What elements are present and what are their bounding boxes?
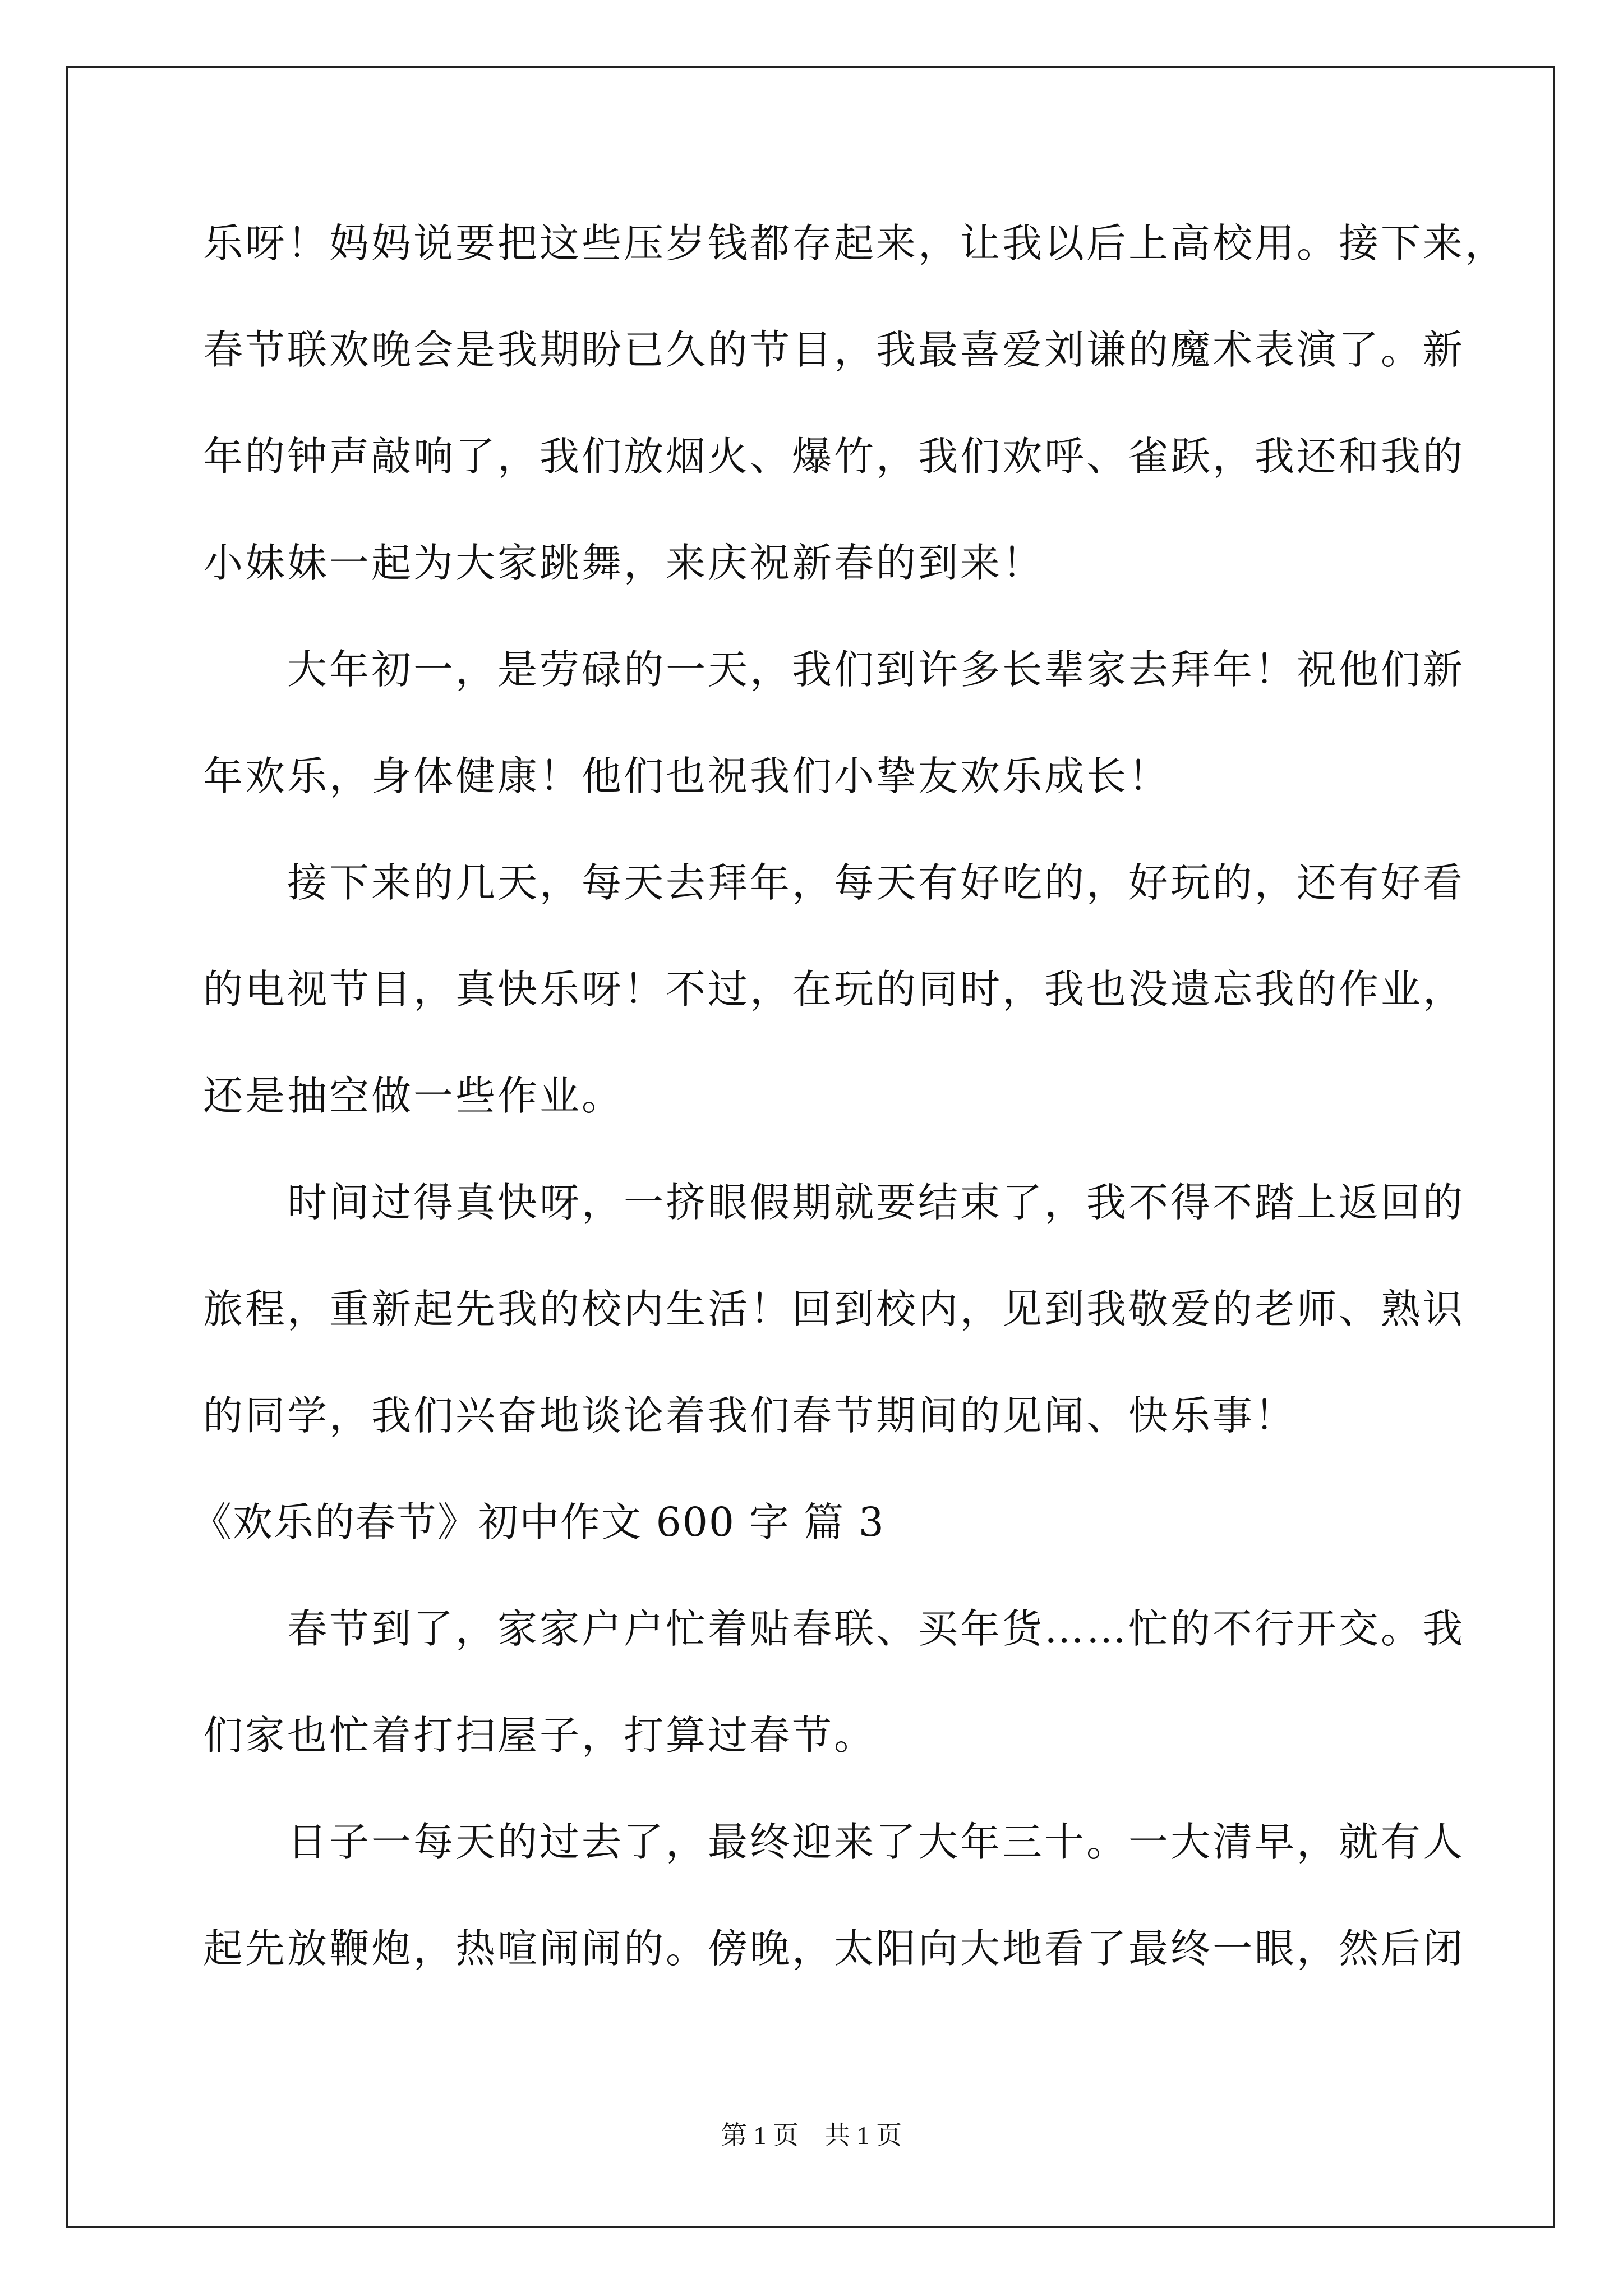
text-line: 时间过得真快呀，一挤眼假期就要结束了，我不得不踏上返回的 <box>203 1179 1465 1226</box>
text-line: 日子一每天的过去了，最终迎来了大年三十。一大清早，就有人 <box>203 1819 1465 1865</box>
text-line: 旅程，重新起先我的校内生活！回到校内，见到我敬爱的老师、熟识 <box>203 1286 1465 1332</box>
text-line: 起先放鞭炮，热喧闹闹的。傍晚，太阳向大地看了最终一眼，然后闭 <box>203 1925 1465 1972</box>
page-border <box>66 66 1555 2228</box>
text-line: 年的钟声敲响了，我们放烟火、爆竹，我们欢呼、雀跃，我还和我的 <box>203 433 1465 480</box>
text-line: 接下来的几天，每天去拜年，每天有好吃的，好玩的，还有好看 <box>203 859 1465 906</box>
text-line: 的电视节目，真快乐呀！不过，在玩的同时，我也没遗忘我的作业， <box>203 966 1465 1013</box>
text-line: 们家也忙着打扫屋子，打算过春节。 <box>203 1712 877 1759</box>
text-line: 大年初一，是劳碌的一天，我们到许多长辈家去拜年！祝他们新 <box>203 646 1465 693</box>
text-line: 春节到了，家家户户忙着贴春联、买年货……忙的不行开交。我 <box>203 1605 1465 1652</box>
section-heading: 《欢乐的春节》初中作文 600 字 篇 3 <box>192 1499 885 1545</box>
text-line: 还是抽空做一些作业。 <box>203 1073 624 1119</box>
text-line: 年欢乐，身体健康！他们也祝我们小挚友欢乐成长！ <box>203 753 1171 799</box>
text-line: 乐呀！妈妈说要把这些压岁钱都存起来，让我以后上高校用。接下来， <box>203 220 1507 266</box>
text-line: 春节联欢晚会是我期盼已久的节目，我最喜爱刘谦的魔术表演了。新 <box>203 326 1465 373</box>
page-number-footer: 第 1 页 共 1 页 <box>721 2121 902 2150</box>
text-line: 的同学，我们兴奋地谈论着我们春节期间的见闻、快乐事！ <box>203 1392 1297 1439</box>
text-line: 小妹妹一起为大家跳舞，来庆祝新春的到来！ <box>203 540 1045 586</box>
